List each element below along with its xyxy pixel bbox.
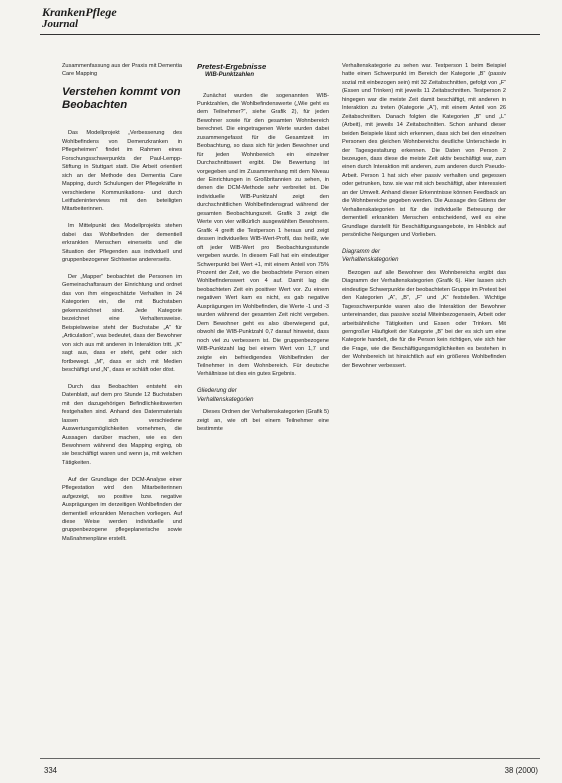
masthead-subtitle: Journal bbox=[42, 18, 79, 30]
masthead-title: KrankenPflege bbox=[42, 5, 117, 19]
paragraph: Zunächst wurden die sogenannten WIB-Punktzahlen, die Wohlbefindenswerte („Wie geht es dem Teilnehmer?“, siehe Grafik 2), für jeden Bewohner sowie für den gesamten Wohnbereich berechnet. Die eingetragenen Werte wurden dabei zusammengefasst für die Gesamtzeit im Beobachtung, so dass sich für jeden Bewohner und für jeden Wohnbereich ein einzelner Durchschnittswert ergibt. Die Bewertung ist vorgegeben und im Zusammenhang mit dem Niveau der Einrichtungen in Großbritannien zu sehen, in denen die DCM-Methode sehr verbreitet ist. Die individuelle WIB-Punktzahl zeigt den durchschnittlichen Wohlbefindensgrad während der gesamten Beobachtungszeit. Grafik 3 zeigt die Werte von vier willkürlich ausgewählten Bewohnern. Grafik 4 greift die Testperson 1 heraus und zeigt dessen individuelles WIB-Wert-Profil, das heißt, wie oft jeder WIB-Wert pro Beobachtungsstunde vergeben wurde. In diesem Fall hat ein eindeutiger Schwerpunkt bei Wert +1, mit einem Anteil von 75% Prozent der Zeit, wo die beobachtete Person einen Wohlbefindenswert von 4 auf. Damit lag die beobachteten Zeit ein positiver Wert vor. Zu einem negativen Wert kam es nicht, es gab negative Ausprägungen im Wohlbefinden, die Werte -1 und -3 wurden während der gesamten Zeit nicht vergeben. Dem Bewohner geht es also überwiegend gut, obwohl die WIB-Punktzahl 0,7 darauf hinweist, dass noch viel zu verbessern ist. Die gruppenbezogene WIB-Punktzahl lag bei einem Wert von 1,7 und zeigte ein befriedigendes Wohlbefinden der Teilnehmer in dem Wohnbereich. Für deutsche Verhältnisse ist dies ein gutes Ergebnis. bbox=[197, 92, 329, 378]
subsection-heading bbox=[342, 248, 506, 265]
paragraph: Im Mittelpunkt des Modellprojekts stehen dabei das Wohlbefinden der dementiell erkrankten Menschen einerseits und die Situation der Pflegenden aus individuell und gruppenbezogener Sichtweise andererseits. bbox=[62, 223, 182, 264]
paragraph: Bezogen auf alle Bewohner des Wohnbereichs ergibt das Diagramm der Verhaltenskategorien (Grafik 6). Hier lassen sich eindeutige Schwerpunkte der beobachteten Gruppe im Pretest bei den Kategorien „A“, „B“, „F“ und „K“ feststellen. Wichtige Tagesschwerpunkte waren also die Interaktion der Bewohner untereinander, das passive sozial Miteinbezogensein, Arbeit oder arbeitsähnliche Tätigkeiten und Essen oder Trinken. Mit gerngroßer Häufigkeit der Kategorie „B“ bei der es sich um eine Kategorie handelt, die für die Person kein richtigen, wie sich hier die Frage, wie die Beschäftigungsmöglichkeiten es bestehen in der Wohnbereich ist hinsichtlich auf ein größeres Wohlbefinden der Bewohner verbessert. bbox=[342, 269, 506, 369]
section-subheading: WIB-Punktzahlen bbox=[205, 72, 254, 78]
paragraph: Auf der Grundlage der DCM-Analyse einer Pflegestation wird den Mitarbeiterinnen aufgezeigt, wo positive bzw. negative Ausprägungen im derzeitigen Wohlbefinden der dementiell erkrankten Menschen vorliegen. Auf diese Weise werden individuelle und gruppenbezogene pflegeplanerische sowie Maßnahmenpläne erstellt. bbox=[62, 476, 182, 542]
subsection-heading bbox=[197, 387, 329, 404]
header-rule bbox=[40, 34, 540, 35]
subsection-heading-line: Diagramm der bbox=[342, 248, 381, 255]
paragraph: Dieses Ordnen der Verhaltenskategorien (Grafik 5) zeigt an, wie oft bei einem Teilnehmer eine bestimmte bbox=[197, 409, 329, 433]
paragraph: Der „Mapper“ beobachtet die Personen im Gemeinschaftsraum der Einrichtung und ordnet das von ihm eingeschätzte Verhalten in 24 Kategorien ein, die mit Buchstaben gekennzeichnet sind. Jede Kategorie bezeichnet eine Verhaltensweise. Beispielsweise steht der Buchstabe „A“ für „Articulation“, was bedeutet, dass der Bewohner von sich aus mit anderen in Interaktion tritt. „K“ sagt aus, dass er steht, geht oder sich fortbewegt. „M“, dass er sich mit Medien beschäftigt und „N“, dass er schläft oder döst. bbox=[62, 273, 182, 373]
paragraph: Verhaltenskategorie zu sehen war. Testperson 1 beim Beispiel hatte einen Schwerpunkt im Bereich der Kategorie „B“ (passiv sozial mit einbezogen sein) mit 32 Zeitabschnitten, gefolgt von „F“ (Essen und Trinken) mit jeweils 11 Zeitabschnitten. Testperson 2 hingegen war die meiste Zeit damit beschäftigt, mit anderen in Interaktion zu treten (Kategorie „A“), mit einem Anteil von 26 Zeitabschnitten. Danach folgten die Kategorien „B“ und „L“ (Arbeit), mit jeweils 14 Zeitabschnitten. Schon anhand dieser beiden Beispiele lässt sich erkennen, dass sich bei den einzelnen Personen des gleichen Wohnbereichs deutliche Unterschiede in der Tagesgestaltung erkennen. Die Daten von Person 2 bezeugen, dass diese die meiste Zeit aktiv beschäftigt war, zum einen durch Interaktion mit anderen, zum anderen durch Pseudo-Arbeit. Person 1 hat sich eher passiv verhalten und gegessen oder getrunken, bzw. sie war mit sich beschäftigt, aber interessiert an der Umwelt. Anhand dieser Erkenntnisse können Feedback an die Wohnbereiche gegeben werden. Die Aussage des Gittens der Verhaltenskategorien ist für die individuelle Betreuung der dementiell erkrankten Menschen entscheidend, weil es eine Grundlage darstellt für Beschäftigungsangebote, im Hinblick auf persönliche Neigungen und Vorlieben. bbox=[342, 63, 506, 239]
masthead bbox=[42, 6, 117, 30]
section-heading: Pretest-Ergebnisse bbox=[197, 62, 267, 71]
footer-rule bbox=[40, 758, 540, 759]
article-headline: Verstehen kommt von Beobachten bbox=[62, 86, 181, 111]
issue-number: 38 (2000) bbox=[504, 766, 538, 775]
page-number: 334 bbox=[44, 766, 58, 775]
subsection-heading-line: Gliederung der bbox=[197, 388, 237, 395]
subsection-heading-line: Verhaltenskategorien bbox=[342, 257, 399, 264]
paragraph: Das Modellprojekt „Verbesserung des Wohlbefindens von Demenzkranken in Pflegeheimen“ findet im Rahmen eines Forschungsschwerpunkts der Paul-Lempp-Stiftung in Stuttgart statt. Die Arbeit orientiert sich an der Methode des Dementia Care Mapping, durch Schulungen der Pflegekräfte in verschiedene Kommunikations- und durch Leitfadeninterviews mit den beteiligten Mitarbeiterinnen. bbox=[62, 130, 182, 213]
column-1 bbox=[62, 62, 182, 552]
column-3 bbox=[342, 62, 506, 379]
paragraph: Durch das Beobachten entsteht ein Datenblatt, auf dem pro Stunde 12 Buchstaben mit den dazugehörigen Befindlichkeitswerten festgehalten sind. Anhand des Datenmaterials lassen sich verschiedene Auswertungsmöglichkeiten vornehmen, die Aussagen darüber machen, wie es den Bewohnern während des Mapping erging, ob sie beschäftigt waren und wenn ja, mit welchen Tätigkeiten. bbox=[62, 383, 182, 466]
column-2 bbox=[197, 62, 329, 442]
kicker: Zusammenfassung aus der Praxis mit Dementia Care Mapping bbox=[62, 63, 182, 77]
subsection-heading-line: Verhaltenskategorien bbox=[197, 396, 254, 403]
